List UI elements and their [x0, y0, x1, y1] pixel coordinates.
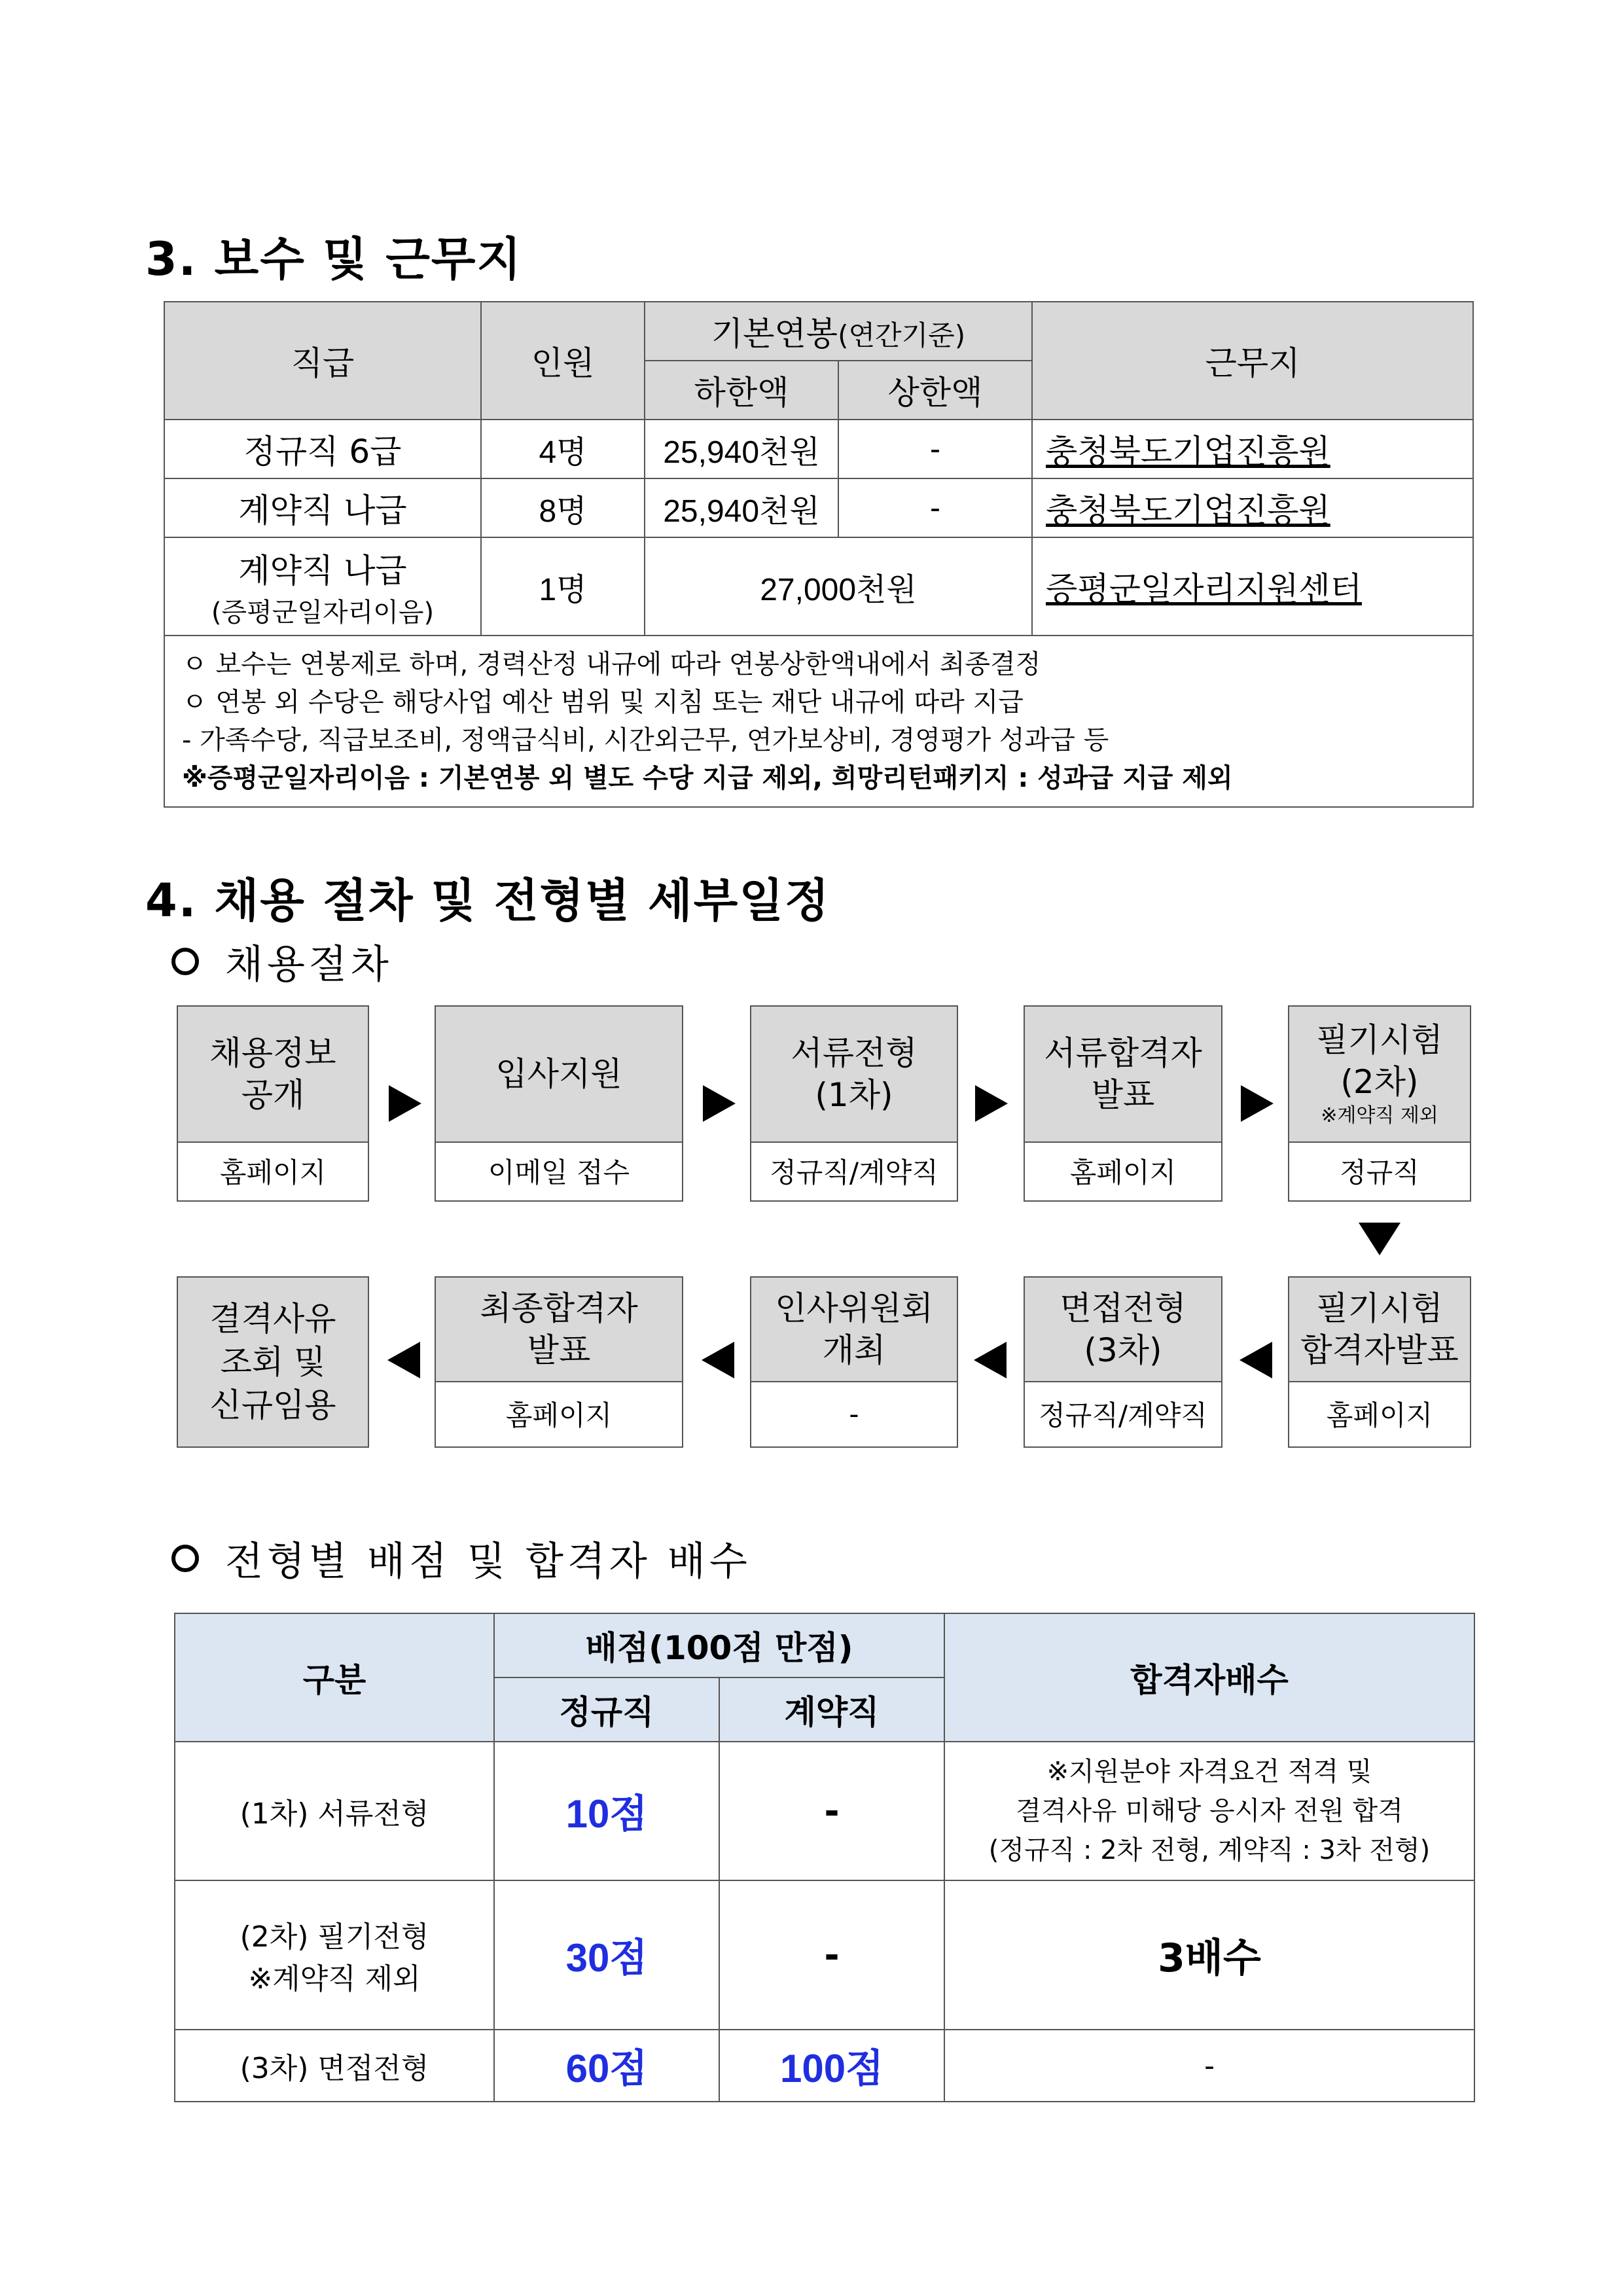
notes-cell	[164, 636, 1473, 807]
scores-table	[174, 1613, 1475, 2102]
upper-cell: -	[838, 420, 1032, 478]
arrow-left-icon	[974, 1342, 1007, 1378]
circle-bullet-icon	[171, 948, 199, 975]
header-base-salary: 기본연봉(연간기준)	[645, 302, 1032, 361]
contract-score-cell: 100점	[719, 2030, 944, 2102]
arrow-right-icon	[389, 1085, 421, 1122]
workplace-cell: 증평군일자리지원센터	[1032, 537, 1473, 636]
grade-cell: 계약직 나급	[164, 478, 481, 537]
multiple-cell: -	[944, 2030, 1474, 2102]
headcount-cell: 4명	[481, 420, 645, 478]
header-lower: 하한액	[645, 361, 838, 420]
category-cell: (3차) 면접전형	[175, 2030, 494, 2102]
table-row	[175, 1742, 1474, 1880]
note-line: - 가족수당, 직급보조비, 정액급식비, 시간외근무, 연가보상비, 경영평가 성과급 등	[182, 725, 1109, 755]
table-row	[164, 478, 1473, 537]
section3-title: 3. 보수 및 근무지	[145, 232, 523, 286]
category-cell: (1차) 서류전형	[175, 1742, 494, 1880]
category-cell: (2차) 필기전형 ※계약직 제외	[175, 1880, 494, 2030]
table-row	[175, 2030, 1474, 2102]
header-points: 배점(100점 만점)	[494, 1613, 944, 1677]
header-upper: 상한액	[838, 361, 1032, 420]
step-box: 서류전형 (1차) 정규직/계약직	[750, 1005, 958, 1202]
arrow-right-icon	[1241, 1085, 1274, 1122]
step-box: 필기시험 (2차) ※계약직 제외 정규직	[1288, 1005, 1471, 1202]
lower-cell: 25,940천원	[645, 478, 838, 537]
arrow-right-icon	[975, 1085, 1008, 1122]
step-box: 서류합격자 발표 홈페이지	[1024, 1005, 1222, 1202]
header-workplace: 근무지	[1032, 302, 1473, 420]
notes-row	[164, 636, 1473, 807]
table-row	[175, 1880, 1474, 2030]
header-multiple: 합격자배수	[944, 1613, 1474, 1742]
regular-score-cell: 60점	[494, 2030, 719, 2102]
grade-cell: 계약직 나급 (증평군일자리이음)	[164, 537, 481, 636]
arrow-left-icon	[387, 1342, 420, 1378]
step-box: 입사지원 이메일 접수	[435, 1005, 683, 1202]
arrow-right-icon	[703, 1085, 736, 1122]
step-box: 인사위원회 개최 -	[750, 1276, 958, 1448]
workplace-cell: 충청북도기업진흥원	[1032, 478, 1473, 537]
header-category: 구분	[175, 1613, 494, 1742]
headcount-cell: 8명	[481, 478, 645, 537]
header-grade: 직급	[164, 302, 481, 420]
table-row	[164, 537, 1473, 636]
process-subtitle: 채용절차	[171, 933, 393, 990]
note-line: ㅇ 연봉 외 수당은 해당사업 예산 범위 및 지침 또는 재단 내규에 따라 지급	[182, 687, 1024, 717]
salary-table	[164, 301, 1474, 808]
upper-cell: -	[838, 478, 1032, 537]
contract-score-cell: -	[719, 1742, 944, 1880]
circle-bullet-icon	[171, 1545, 199, 1572]
section4-title: 4. 채용 절차 및 전형별 세부일정	[145, 874, 830, 927]
contract-score-cell: -	[719, 1880, 944, 2030]
multiple-cell: ※지원분야 자격요건 적격 및 결격사유 미해당 응시자 전원 합격 (정규직 : 2차 전형, 계약직 : 3차 전형)	[944, 1742, 1474, 1880]
arrow-down-icon	[1359, 1223, 1400, 1255]
regular-score-cell: 10점	[494, 1742, 719, 1880]
headcount-cell: 1명	[481, 537, 645, 636]
note-line: ㅇ 보수는 연봉제로 하며, 경력산정 내규에 따라 연봉상한액내에서 최종결정	[182, 649, 1041, 679]
step-box: 면접전형 (3차) 정규직/계약직	[1024, 1276, 1222, 1448]
workplace-cell: 충청북도기업진흥원	[1032, 420, 1473, 478]
grade-cell: 정규직 6급	[164, 420, 481, 478]
note-line: ※증평군일자리이음 : 기본연봉 외 별도 수당 지급 제외, 희망리턴패키지 : 성과급 지급 제외	[182, 763, 1233, 793]
step-box: 채용정보 공개 홈페이지	[177, 1005, 369, 1202]
arrow-left-icon	[1240, 1342, 1272, 1378]
scores-subtitle: 전형별 배점 및 합격자 배수	[171, 1530, 751, 1587]
step-box: 필기시험 합격자발표 홈페이지	[1288, 1276, 1471, 1448]
salary-merged-cell: 27,000천원	[645, 537, 1032, 636]
header-contract: 계약직	[719, 1677, 944, 1742]
step-box: 최종합격자 발표 홈페이지	[435, 1276, 683, 1448]
header-headcount: 인원	[481, 302, 645, 420]
step-box-final: 결격사유 조회 및 신규임용	[177, 1276, 369, 1448]
header-regular: 정규직	[494, 1677, 719, 1742]
multiple-cell: 3배수	[944, 1880, 1474, 2030]
lower-cell: 25,940천원	[645, 420, 838, 478]
arrow-left-icon	[702, 1342, 734, 1378]
table-row	[164, 420, 1473, 478]
regular-score-cell: 30점	[494, 1880, 719, 2030]
